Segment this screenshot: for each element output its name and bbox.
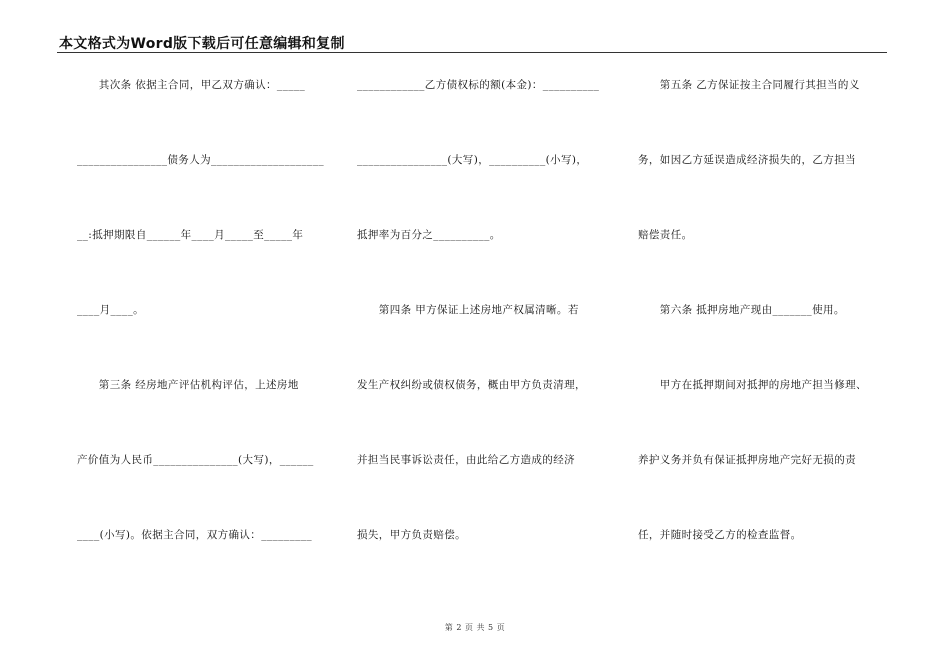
text-line: 产价值为人民币_______________(大写)，______ <box>77 454 314 466</box>
text-line: ____(小写)。依据主合同，双方确认：_________ <box>77 529 313 541</box>
text-line: 赔偿责任。 <box>638 229 693 241</box>
text-line: 并担当民事诉讼责任，由此给乙方造成的经济 <box>357 454 575 466</box>
text-line: ____月____。 <box>77 304 144 316</box>
text-line: 发生产权纠纷或债权债务，概由甲方负责清理， <box>357 379 586 391</box>
text-column-right <box>638 0 890 672</box>
text-line: ________________债务人为____________________ <box>77 154 324 166</box>
page-number: 第 2 页 共 5 页 <box>444 623 506 632</box>
text-line: 第五条 乙方保证按主合同履行其担当的义 <box>638 79 860 91</box>
text-line: 第六条 抵押房地产现由_______使用。 <box>638 304 845 316</box>
text-line: 第四条 甲方保证上述房地产权属清晰。若 <box>357 304 579 316</box>
text-line: 损失，甲方负责赔偿。 <box>357 529 466 541</box>
text-line: 务，如因乙方延误造成经济损失的，乙方担当 <box>638 154 856 166</box>
text-line: __:抵押期限自______年____月_____至_____年 <box>77 229 304 241</box>
text-line: 甲方在抵押期间对抵押的房地产担当修理、 <box>638 379 867 391</box>
document-header-title: 本文格式为Word版下载后可任意编辑和复制 <box>59 36 345 52</box>
text-column-left <box>77 0 327 672</box>
text-line: 其次条 依据主合同，甲乙双方确认：_____ <box>77 79 306 91</box>
text-line: ____________乙方债权标的额(本金)：__________ <box>357 79 600 91</box>
text-line: 养护义务并负有保证抵押房地产完好无损的责 <box>638 454 856 466</box>
text-line: 任，并随时接受乙方的检查监督。 <box>638 529 802 541</box>
text-line: ________________(大写)，__________(小写)， <box>357 154 588 166</box>
text-line: 第三条 经房地产评估机构评估，上述房地 <box>77 379 299 391</box>
text-line: 抵押率为百分之__________。 <box>357 229 501 241</box>
text-column-middle <box>357 0 609 672</box>
